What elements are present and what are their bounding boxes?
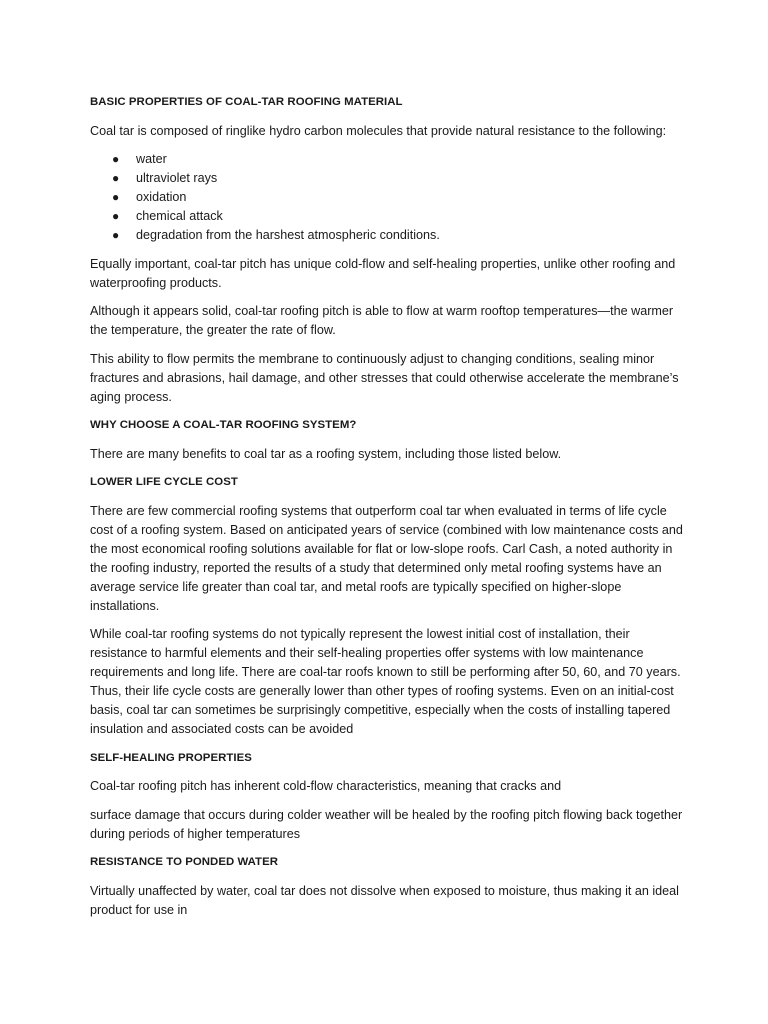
bullet-text: chemical attack [136, 209, 223, 223]
intro-paragraph: Coal tar is composed of ringlike hydro carbon molecules that provide natural resistance to the following: [90, 123, 667, 138]
resistance-bullet-list [90, 150, 690, 245]
bullet-text: ultraviolet rays [136, 171, 218, 185]
paragraph-surface-damage: surface damage that occurs during colder weather will be healed by the roofing pitch flowing back together during periods of higher temperatures [90, 807, 683, 841]
paragraph-cold-flow: Coal-tar roofing pitch has inherent cold-flow characteristics, meaning that cracks and [90, 779, 562, 793]
section-heading-lower-life-cycle-cost: LOWER LIFE CYCLE COST [90, 476, 238, 488]
section-heading-why-choose: WHY CHOOSE A COAL-TAR ROOFING SYSTEM? [90, 419, 357, 431]
section-heading-self-healing: SELF-HEALING PROPERTIES [90, 751, 252, 764]
paragraph-ability-to-flow: This ability to flow permits the membrane to continuously adjust to changing conditions, sealing minor fractures and abrasions, hail damage, and other stresses that could otherwise accelerate the membrane’s aging process. [90, 351, 679, 404]
paragraph-equally-important: Equally important, coal-tar pitch has unique cold-flow and self-healing properties, unlike other roofing and waterproofing products. [90, 256, 676, 290]
bullet-icon: ● [112, 209, 120, 223]
bullet-text: water [136, 152, 167, 166]
section-heading-basic-properties: BASIC PROPERTIES OF COAL-TAR ROOFING MATERIAL [90, 96, 403, 108]
bullet-icon: ● [112, 152, 120, 166]
bullet-item [90, 207, 690, 226]
paragraph-initial-cost: While coal-tar roofing systems do not typically represent the lowest initial cost of installation, their resistance to harmful elements and their self-healing properties offer systems with low maintenance requirements and long life. There are coal-tar roofs known to still be performing after 50, 60, and 70 years. Thus, their life cycle costs are generally lower than other types of roofing systems. Even on an initial-cost basis, coal tar can sometimes be surprisingly competitive, especially when the costs of installing tapered insulation and associated costs can be avoided [90, 627, 681, 736]
bullet-icon: ● [112, 171, 120, 185]
paragraph-although-solid: Although it appears solid, coal-tar roofing pitch is able to flow at warm rooftop temperatures—the warmer the temperature, the greater the rate of flow. [90, 304, 674, 337]
bullet-item [90, 169, 690, 188]
paragraph-virtually-unaffected: Virtually unaffected by water, coal tar does not dissolve when exposed to moisture, thus making it an ideal product for use in [90, 883, 679, 917]
bullet-item [90, 226, 690, 245]
bullet-text: oxidation [136, 190, 187, 204]
bullet-text: degradation from the harshest atmospheric conditions. [136, 228, 440, 242]
bullet-item [90, 150, 690, 169]
paragraph-many-benefits: There are many benefits to coal tar as a roofing system, including those listed below. [90, 446, 562, 461]
bullet-icon: ● [112, 228, 120, 242]
paragraph-few-commercial-systems: There are few commercial roofing systems that outperform coal tar when evaluated in terms of life cycle cost of a roofing system. Based on anticipated years of service (combined with low maintenance costs and the most economical roofing solutions available for flat or low-slope roofs. Carl Cash, a noted authority in the roofing industry, reported the results of a study that determined only metal roofing systems have an average service life greater than coal tar, and metal roofs are typically specified on higher-slope installations. [90, 503, 683, 613]
section-heading-ponded-water: RESISTANCE TO PONDED WATER [90, 856, 278, 868]
bullet-icon: ● [112, 190, 120, 204]
bullet-item [90, 188, 690, 207]
document-body [90, 93, 690, 929]
